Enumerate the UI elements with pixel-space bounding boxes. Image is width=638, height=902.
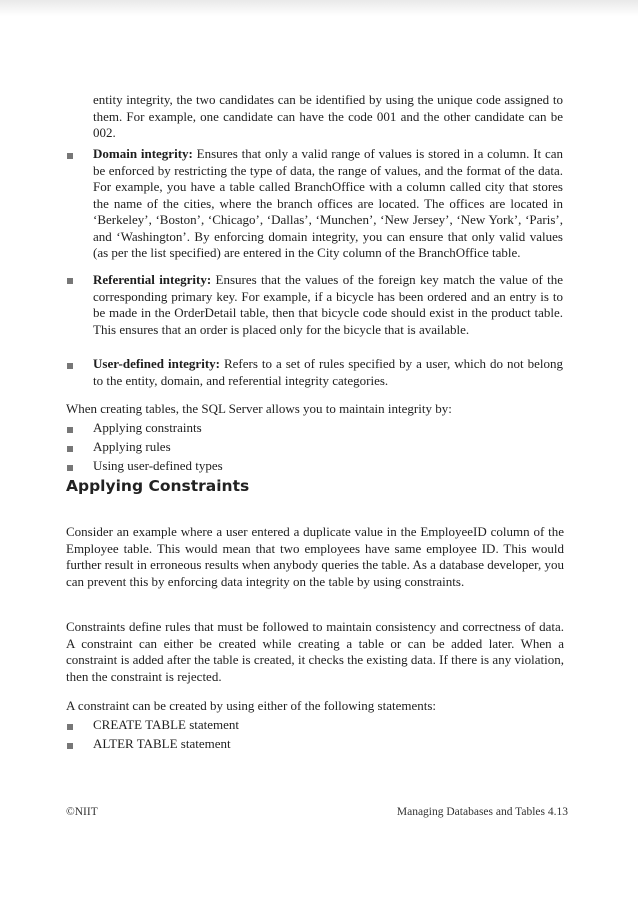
bullet-domain-integrity (93, 146, 563, 262)
bullet-square (67, 465, 73, 471)
list-item: Applying constraints (93, 420, 202, 435)
bullet-referential-integrity (93, 272, 563, 338)
statement-item: CREATE TABLE statement (93, 717, 240, 732)
statement-item: ALTER TABLE statement (93, 736, 231, 751)
continuation-paragraph: entity integrity, the two candidates can be identified by using the unique code assigned to them. For example, one candidate can have the code 001 and the other candidate can be 002. (93, 92, 563, 140)
term-sep: : (215, 356, 220, 371)
bullet-square (67, 363, 73, 369)
term: User-defined integrity (93, 356, 216, 371)
section-heading: Applying Constraints (66, 477, 250, 495)
bullet-square (67, 278, 73, 284)
bullet-square (67, 724, 73, 730)
definition: Ensures that only a valid range of values is stored in a column. It can be enforced by restricting the type of data, the range of values, and the format of the data. For example, you have a table called BranchOffice with a column called city that stores the name of the cities, where the branch offices are located. The offices are located in ‘Berkeley’, ‘Boston’, ‘Chicago’, ‘Dallas’, ‘Munchen’, ‘New Jersey’, ‘New York’, ‘Paris’, and ‘Washington’. By enforcing domain integrity, you can ensure that only valid values (as per the list specified) are entered in the City column of the BranchOffice table. (93, 146, 564, 260)
term-sep: : (206, 272, 212, 287)
bullet-square (67, 743, 73, 749)
term: Referential integrity (93, 272, 207, 287)
bullet-square (67, 427, 73, 433)
bullet-square (67, 153, 73, 159)
list-item: Using user-defined types (93, 458, 223, 473)
definition: Ensures that the values of the foreign key match the value of the corresponding primary key. For example, if a bicycle has been ordered and an entry is to be made in the OrderDetail table, then that bicycle code should exist in the product table. This ensures that an order is placed only for the bicycle that is available. (93, 272, 564, 337)
maintain-intro: When creating tables, the SQL Server allows you to maintain integrity by: (66, 401, 452, 416)
term-sep: : (188, 146, 193, 161)
bullet-square (67, 446, 73, 452)
bullet-user-defined-integrity (93, 356, 563, 389)
term: Domain integrity (93, 146, 189, 161)
statements-intro: A constraint can be created by using either of the following statements: (66, 698, 437, 713)
scan-edge (0, 0, 638, 16)
paragraph-duplicate-example: Consider an example where a user entered a duplicate value in the EmployeeID column of the Employee table. This would mean that two employees have same employee ID. This would further result in erroneous results when anybody queries the table. As a database developer, you can prevent this by enforcing data integrity on the table by using constraints. (66, 524, 564, 589)
footer-copyright: ©NIIT (66, 806, 98, 818)
definition: Refers to a set of rules specified by a user, which do not belong to the entity, domain, and referential integrity categories. (93, 356, 563, 388)
footer-page-title: Managing Databases and Tables 4.13 (396, 806, 568, 818)
list-item: Applying rules (93, 439, 171, 454)
paragraph-constraints-definition: Constraints define rules that must be followed to maintain consistency and correctness of data. A constraint can either be created while creating a table or can be added later. When a constraint is added after the table is created, it checks the existing data. If there is any violation, then the constraint is rejected. (66, 619, 564, 684)
